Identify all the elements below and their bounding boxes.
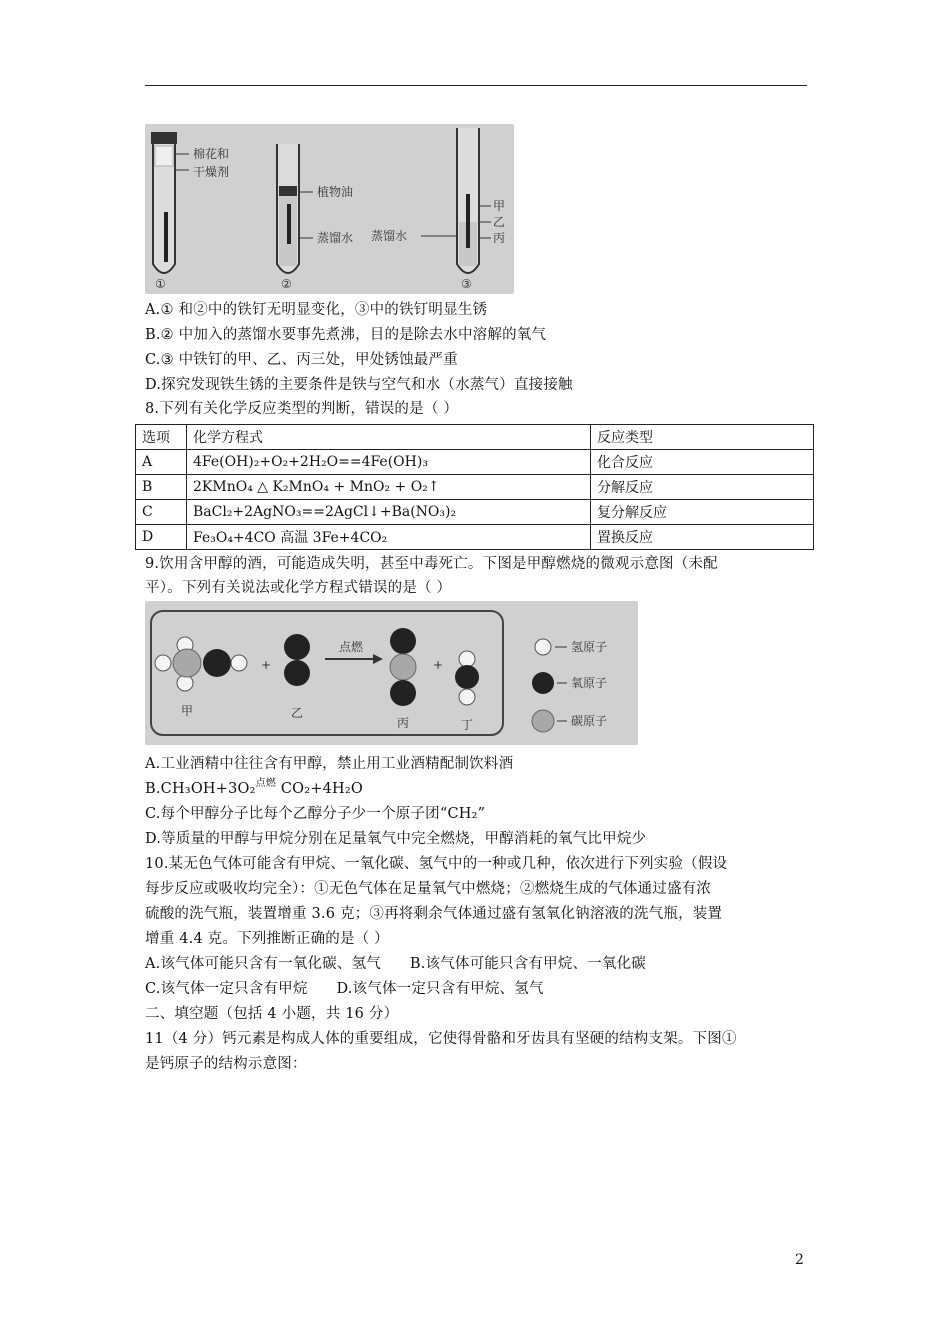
q7-option-b: B.② 中加入的蒸馏水要事先煮沸，目的是除去水中溶解的氧气 [145, 327, 547, 343]
q9-option-d: D.等质量的甲醇与甲烷分别在足量氧气中完全燃烧，甲醇消耗的氧气比甲烷少 [145, 831, 647, 847]
q9-stem-line1: 9.饮用含甲醇的酒，可能造成失明，甚至中毒死亡。下图是甲醇燃烧的微观示意图（未配 [145, 556, 718, 572]
q9-b-prefix: B.CH₃OH+3O₂ [145, 781, 256, 797]
q10-line1: 10.某无色气体可能含有甲烷、一氧化碳、氢气中的一种或几种，依次进行下列实验（假设 [145, 856, 728, 872]
label-bing: 丙 [397, 716, 410, 730]
row-type: 化合反应 [591, 450, 814, 475]
q7-option-d: D.探究发现铁生锈的主要条件是铁与空气和水（水蒸气）直接接触 [145, 377, 573, 393]
row-type: 置换反应 [591, 525, 814, 550]
row-option: D [136, 525, 187, 550]
label-bing: 丙 [493, 231, 506, 245]
water-label-2: 蒸馏水 [317, 231, 354, 245]
q9-option-b [145, 779, 363, 801]
header-type: 反应类型 [591, 425, 814, 450]
c-atom [390, 654, 416, 680]
table-row [136, 475, 814, 500]
row-option: A [136, 450, 187, 475]
o-atom [203, 649, 231, 677]
o-atom [284, 660, 310, 686]
table-header-row [136, 425, 814, 450]
h-atom [459, 689, 475, 705]
label-jia: 甲 [493, 199, 506, 213]
water-label-3: 蒸馏水 [371, 229, 408, 243]
q7-option-a: A.① 和②中的铁钉无明显变化，③中的铁钉明显生锈 [145, 302, 488, 318]
plus-sign: + [261, 658, 272, 672]
q10-line2: 每步反应或吸收均完全）：①无色气体在足量氧气中燃烧；②燃烧生成的气体通过盛有浓 [145, 881, 712, 897]
label-ding: 丁 [461, 718, 474, 732]
methanol-combustion-figure [145, 601, 638, 745]
c-atom [173, 649, 201, 677]
h-atom [459, 651, 475, 667]
test-tubes-illustration [145, 124, 514, 294]
arrow-condition: 点燃 [339, 640, 364, 654]
q8-table [135, 424, 814, 550]
molecule-diagram [145, 601, 638, 745]
tube-2-number: ② [281, 277, 292, 291]
o-atom [455, 665, 479, 689]
table-row [136, 500, 814, 525]
cotton-label: 棉花和 [193, 147, 230, 161]
q11-line1: 11（4 分）钙元素是构成人体的重要组成，它使得骨骼和牙齿具有坚硬的结构支架。下图① [145, 1031, 737, 1047]
rusting-experiment-figure [145, 124, 514, 294]
stopper-1 [151, 132, 177, 144]
q10-line4: 增重 4.4 克。下列推断正确的是（ ） [145, 931, 389, 947]
q7-option-c: C.③ 中铁钉的甲、乙、丙三处，甲处锈蚀最严重 [145, 352, 458, 368]
tube-3-number: ③ [461, 277, 472, 291]
cotton-desiccant [155, 146, 173, 166]
q9-b-condition: 点燃 [255, 778, 277, 789]
plus-sign: + [433, 658, 444, 672]
header-equation: 化学方程式 [187, 425, 591, 450]
legend-c-label: 碳原子 [571, 714, 608, 728]
legend-o-label: 氧原子 [571, 676, 608, 690]
o-atom [390, 680, 416, 706]
row-option: C [136, 500, 187, 525]
row-equation: Fe₃O₄+4CO 高温 3Fe+4CO₂ [187, 525, 591, 550]
legend-h-swatch [535, 639, 551, 655]
section-heading: 二、填空题（包括 4 小题，共 16 分） [145, 1006, 399, 1022]
legend-o-swatch [532, 672, 554, 694]
desiccant-label: 干燥剂 [193, 165, 230, 179]
tube-1-number: ① [155, 277, 166, 291]
q10-options-cd: C.该气体一定只含有甲烷 D.该气体一定只含有甲烷、氢气 [145, 981, 544, 997]
row-type: 分解反应 [591, 475, 814, 500]
header-rule [145, 85, 807, 86]
h-atom [177, 675, 193, 691]
label-yi: 乙 [291, 706, 304, 720]
row-equation: 2KMnO₄ △ K₂MnO₄ + MnO₂ + O₂↑ [187, 475, 591, 500]
label-jia: 甲 [181, 704, 194, 718]
page-number: 2 [795, 1252, 804, 1268]
h-atom [155, 655, 171, 671]
q11-line2: 是钙原子的结构示意图： [145, 1056, 307, 1072]
label-yi: 乙 [493, 215, 506, 229]
legend-c-swatch [532, 710, 554, 732]
row-equation: BaCl₂+2AgNO₃==2AgCl↓+Ba(NO₃)₂ [187, 500, 591, 525]
h-atom [231, 655, 247, 671]
q9-b-suffix: CO₂+4H₂O [276, 781, 363, 797]
row-equation: 4Fe(OH)₂+O₂+2H₂O==4Fe(OH)₃ [187, 450, 591, 475]
q8-stem: 8.下列有关化学反应类型的判断，错误的是（ ） [145, 401, 459, 417]
row-option: B [136, 475, 187, 500]
reaction-frame [151, 611, 503, 735]
o-atom [284, 634, 310, 660]
table-row [136, 450, 814, 475]
legend-h-label: 氢原子 [571, 640, 608, 654]
o-atom [390, 628, 416, 654]
q9-stem-line2: 平）。下列有关说法或化学方程式错误的是（ ） [145, 580, 452, 596]
q9-option-a: A.工业酒精中往往含有甲醇，禁止用工业酒精配制饮料酒 [145, 756, 514, 772]
q9-option-c: C.每个甲醇分子比每个乙醇分子少一个原子团“CH₂” [145, 806, 486, 822]
q10-line3: 硫酸的洗气瓶，装置增重 3.6 克；③再将剩余气体通过盛有氢氧化钠溶液的洗气瓶，装置 [145, 906, 723, 922]
oil-label: 植物油 [317, 185, 354, 199]
header-option: 选项 [136, 425, 187, 450]
table-row [136, 525, 814, 550]
q10-options-ab: A.该气体可能只含有一氧化碳、氢气 B.该气体可能只含有甲烷、一氧化碳 [145, 956, 646, 972]
row-type: 复分解反应 [591, 500, 814, 525]
oil-layer [279, 186, 297, 196]
